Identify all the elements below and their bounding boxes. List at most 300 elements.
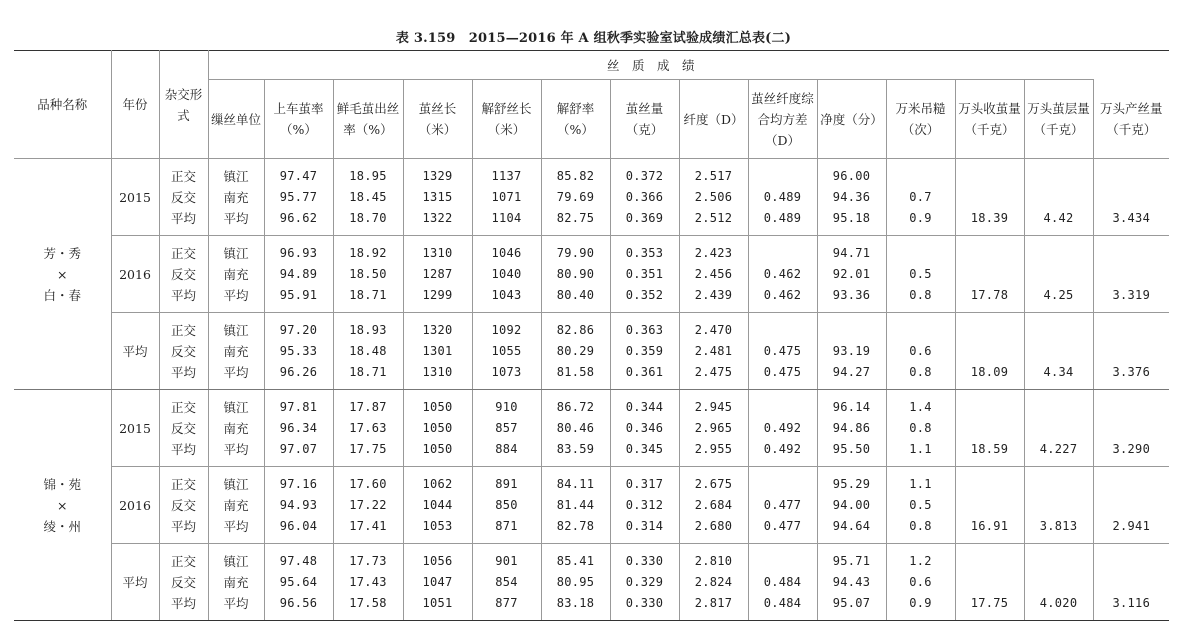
c2-value: 18.50 <box>349 266 387 281</box>
unit-value: 镇江 <box>223 476 249 492</box>
header-col-3: 鲜毛茧出丝率（%） <box>333 80 403 159</box>
unit-cell <box>208 390 264 467</box>
c12-cell <box>1024 544 1093 621</box>
c1-value: 95.64 <box>279 574 318 589</box>
c12-value <box>1025 341 1093 362</box>
variety-name-part: 芳・秀 <box>43 245 81 261</box>
c12-value: 3.813 <box>1039 518 1078 533</box>
header-col-1: 缫丝单位 <box>208 80 264 159</box>
c8-cell <box>748 544 817 621</box>
c7-cell <box>679 544 748 621</box>
c5-value: 84.11 <box>556 476 595 491</box>
cross-value: 反交 <box>170 420 196 436</box>
c5-value: 80.29 <box>556 343 595 358</box>
c3-cell <box>403 544 472 621</box>
cross-value: 反交 <box>170 189 196 205</box>
c2-value: 17.41 <box>349 518 387 533</box>
c8-value: 0.484 <box>763 595 802 610</box>
c12-value: 4.42 <box>1043 210 1074 225</box>
cross-value: 正交 <box>170 553 196 569</box>
c11-value: 18.59 <box>970 441 1009 456</box>
c1-cell <box>264 544 333 621</box>
c5-cell <box>541 159 610 236</box>
table-row <box>14 390 1169 467</box>
c13-cell <box>1093 313 1169 390</box>
c4-value: 854 <box>495 574 518 589</box>
header-cross: 杂交形式 <box>159 51 208 159</box>
header-col-14: 万头产丝量（千克） <box>1093 80 1169 159</box>
c13-value <box>1094 320 1169 341</box>
c4-cell <box>472 159 541 236</box>
c8-cell <box>748 236 817 313</box>
c2-value: 18.92 <box>349 245 387 260</box>
c12-value <box>1025 572 1093 593</box>
c3-cell <box>403 159 472 236</box>
c8-value: 0.475 <box>763 343 802 358</box>
table-row <box>14 544 1169 621</box>
c7-value: 2.439 <box>694 287 733 302</box>
unit-value: 南充 <box>223 266 249 282</box>
c13-value <box>1094 341 1169 362</box>
c4-cell <box>472 544 541 621</box>
c12-value: 4.25 <box>1043 287 1074 302</box>
c2-value: 17.73 <box>349 553 387 568</box>
variety-name-part: 白・春 <box>43 287 81 303</box>
c1-value: 96.26 <box>279 364 318 379</box>
c7-value: 2.817 <box>694 595 733 610</box>
c3-value: 1050 <box>422 441 453 456</box>
c12-value: 4.020 <box>1039 595 1078 610</box>
c8-cell <box>748 313 817 390</box>
c1-value: 97.48 <box>279 553 318 568</box>
c2-value: 17.43 <box>349 574 387 589</box>
c10-cell <box>886 313 955 390</box>
unit-value: 镇江 <box>223 553 249 569</box>
c10-value: 0.8 <box>909 287 932 302</box>
c5-value: 81.58 <box>556 364 595 379</box>
c11-cell <box>955 544 1024 621</box>
header-col-13: 万头茧层量（千克） <box>1024 80 1093 159</box>
c5-value: 80.90 <box>556 266 595 281</box>
c10-value: 0.9 <box>909 595 932 610</box>
header-silk-quality-group: 丝 质 成 绩 <box>208 51 1093 80</box>
header-col-9: 茧丝纤度综合均方差（D） <box>748 80 817 159</box>
c13-cell <box>1093 390 1169 467</box>
c11-value <box>956 264 1024 285</box>
c1-value: 97.07 <box>279 441 318 456</box>
c2-value: 18.93 <box>349 322 387 337</box>
c12-cell <box>1024 159 1093 236</box>
c2-cell <box>333 390 403 467</box>
year-cell: 2016 <box>111 236 159 313</box>
c10-value: 0.9 <box>909 210 932 225</box>
c12-value <box>1025 243 1093 264</box>
c5-cell <box>541 236 610 313</box>
c12-value <box>1025 418 1093 439</box>
c3-value: 1320 <box>422 322 453 337</box>
c8-value: 0.462 <box>763 266 802 281</box>
cross-value: 平均 <box>170 287 196 303</box>
c5-value: 80.46 <box>556 420 595 435</box>
c9-value: 94.36 <box>832 189 871 204</box>
c9-value: 94.64 <box>832 518 871 533</box>
c5-value: 80.95 <box>556 574 595 589</box>
unit-cell <box>208 159 264 236</box>
c9-value: 96.00 <box>832 168 871 183</box>
c7-value: 2.475 <box>694 364 733 379</box>
c7-value: 2.481 <box>694 343 733 358</box>
c7-value: 2.684 <box>694 497 733 512</box>
c11-value: 16.91 <box>970 518 1009 533</box>
c8-value: 0.492 <box>763 441 802 456</box>
c10-value: 1.4 <box>909 399 932 414</box>
c3-value: 1310 <box>422 245 453 260</box>
header-col-11: 万米吊糙（次） <box>886 80 955 159</box>
c2-value: 18.70 <box>349 210 387 225</box>
variety-name-part: × <box>57 266 68 282</box>
c11-value: 17.78 <box>970 287 1009 302</box>
c11-value <box>956 341 1024 362</box>
c13-value <box>1094 397 1169 418</box>
unit-value: 镇江 <box>223 322 249 338</box>
c12-value <box>1025 474 1093 495</box>
c8-cell <box>748 159 817 236</box>
c3-cell <box>403 467 472 544</box>
year-cell: 2016 <box>111 467 159 544</box>
c8-value: 0.462 <box>763 287 802 302</box>
c9-value: 94.86 <box>832 420 871 435</box>
c9-cell <box>817 467 886 544</box>
c6-value: 0.359 <box>625 343 664 358</box>
unit-cell <box>208 544 264 621</box>
c6-value: 0.353 <box>625 245 664 260</box>
c11-value: 17.75 <box>970 595 1009 610</box>
unit-value: 平均 <box>223 595 249 611</box>
c11-cell <box>955 236 1024 313</box>
c3-value: 1062 <box>422 476 453 491</box>
c12-value <box>1025 264 1093 285</box>
c6-value: 0.329 <box>625 574 664 589</box>
c6-value: 0.344 <box>625 399 664 414</box>
c13-value: 3.116 <box>1112 595 1151 610</box>
c4-cell <box>472 390 541 467</box>
c6-value: 0.369 <box>625 210 664 225</box>
unit-value: 平均 <box>223 518 249 534</box>
c4-value: 910 <box>495 399 518 414</box>
c7-value: 2.423 <box>694 245 733 260</box>
c7-cell <box>679 236 748 313</box>
c12-cell <box>1024 313 1093 390</box>
c4-value: 1043 <box>491 287 522 302</box>
c2-value: 17.60 <box>349 476 387 491</box>
unit-value: 镇江 <box>223 168 249 184</box>
c3-value: 1056 <box>422 553 453 568</box>
c3-value: 1329 <box>422 168 453 183</box>
year-cell: 2015 <box>111 390 159 467</box>
c11-value <box>956 243 1024 264</box>
unit-value: 镇江 <box>223 399 249 415</box>
c10-value: 0.7 <box>909 189 932 204</box>
c12-value <box>1025 495 1093 516</box>
c3-value: 1050 <box>422 399 453 414</box>
c7-value: 2.955 <box>694 441 733 456</box>
c2-cell <box>333 467 403 544</box>
c5-value: 85.41 <box>556 553 595 568</box>
c10-value: 0.5 <box>909 497 932 512</box>
c1-value: 97.47 <box>279 168 318 183</box>
c11-value: 18.09 <box>970 364 1009 379</box>
c1-value: 96.93 <box>279 245 318 260</box>
c3-value: 1047 <box>422 574 453 589</box>
year-cell: 平均 <box>111 313 159 390</box>
c13-value <box>1094 243 1169 264</box>
c5-value: 85.82 <box>556 168 595 183</box>
c9-value: 96.14 <box>832 399 871 414</box>
c8-value: 0.489 <box>763 210 802 225</box>
c6-cell <box>610 390 679 467</box>
c8-value: 0.477 <box>763 497 802 512</box>
table-row <box>14 236 1169 313</box>
c9-value: 95.07 <box>832 595 871 610</box>
c6-value: 0.330 <box>625 595 664 610</box>
c1-value: 94.93 <box>279 497 318 512</box>
c10-value: 0.8 <box>909 518 932 533</box>
c12-cell <box>1024 390 1093 467</box>
unit-value: 南充 <box>223 574 249 590</box>
c7-value: 2.456 <box>694 266 733 281</box>
year-cell: 平均 <box>111 544 159 621</box>
c6-value: 0.372 <box>625 168 664 183</box>
c4-cell <box>472 236 541 313</box>
c3-value: 1315 <box>422 189 453 204</box>
c4-value: 1104 <box>491 210 522 225</box>
unit-value: 南充 <box>223 420 249 436</box>
c13-cell <box>1093 236 1169 313</box>
c11-value <box>956 166 1024 187</box>
c11-value <box>956 418 1024 439</box>
c1-cell <box>264 467 333 544</box>
table-row <box>14 313 1169 390</box>
header-col-2: 上车茧率（%） <box>264 80 333 159</box>
c4-value: 1040 <box>491 266 522 281</box>
results-table <box>14 50 1169 621</box>
c3-value: 1053 <box>422 518 453 533</box>
c9-value: 92.01 <box>832 266 871 281</box>
header-col-4: 茧丝长（米） <box>403 80 472 159</box>
c13-value <box>1094 264 1169 285</box>
c10-value: 0.8 <box>909 364 932 379</box>
c4-cell <box>472 313 541 390</box>
c6-cell <box>610 313 679 390</box>
c8-value: 0.484 <box>763 574 802 589</box>
c13-cell <box>1093 159 1169 236</box>
c11-value <box>956 551 1024 572</box>
c5-cell <box>541 390 610 467</box>
unit-cell <box>208 236 264 313</box>
c7-value: 2.506 <box>694 189 733 204</box>
c12-value <box>1025 166 1093 187</box>
c11-cell <box>955 467 1024 544</box>
unit-value: 南充 <box>223 189 249 205</box>
table-caption: 表 3.159 2015—2016 年 A 组秋季实验室试验成绩汇总表(二) <box>395 31 792 46</box>
c10-value: 1.1 <box>909 476 932 491</box>
c12-value <box>1025 551 1093 572</box>
c7-cell <box>679 313 748 390</box>
c13-value: 3.290 <box>1112 441 1151 456</box>
c6-cell <box>610 236 679 313</box>
c7-value: 2.470 <box>694 322 733 337</box>
c4-value: 1137 <box>491 168 522 183</box>
c9-cell <box>817 544 886 621</box>
c8-value <box>749 474 817 495</box>
c5-value: 81.44 <box>556 497 595 512</box>
c1-cell <box>264 390 333 467</box>
header-col-10: 净度（分） <box>817 80 886 159</box>
c2-cell <box>333 313 403 390</box>
c6-value: 0.317 <box>625 476 664 491</box>
c1-value: 97.16 <box>279 476 318 491</box>
c8-value: 0.489 <box>763 189 802 204</box>
c10-value: 0.8 <box>909 420 932 435</box>
c2-cell <box>333 544 403 621</box>
c9-value: 94.71 <box>832 245 871 260</box>
c13-value <box>1094 474 1169 495</box>
c10-value <box>887 166 955 187</box>
c6-value: 0.363 <box>625 322 664 337</box>
c6-value: 0.345 <box>625 441 664 456</box>
c10-cell <box>886 467 955 544</box>
cross-value: 平均 <box>170 518 196 534</box>
c7-cell <box>679 467 748 544</box>
c8-value <box>749 397 817 418</box>
c2-value: 18.71 <box>349 364 387 379</box>
c7-value: 2.824 <box>694 574 733 589</box>
c12-value <box>1025 397 1093 418</box>
cross-value: 反交 <box>170 266 196 282</box>
c10-value: 1.2 <box>909 553 932 568</box>
c9-value: 93.19 <box>832 343 871 358</box>
c5-value: 83.18 <box>556 595 595 610</box>
c3-value: 1299 <box>422 287 453 302</box>
c2-value: 18.95 <box>349 168 387 183</box>
c9-value: 95.29 <box>832 476 871 491</box>
c13-value <box>1094 495 1169 516</box>
cross-value: 正交 <box>170 245 196 261</box>
c10-cell <box>886 159 955 236</box>
c5-value: 79.69 <box>556 189 595 204</box>
c2-value: 18.48 <box>349 343 387 358</box>
c9-value: 95.71 <box>832 553 871 568</box>
c5-cell <box>541 313 610 390</box>
unit-value: 平均 <box>223 210 249 226</box>
unit-cell <box>208 467 264 544</box>
c8-value <box>749 551 817 572</box>
cross-cell <box>159 236 208 313</box>
c7-cell <box>679 159 748 236</box>
cross-cell <box>159 544 208 621</box>
cross-value: 反交 <box>170 343 196 359</box>
c4-value: 1092 <box>491 322 522 337</box>
header-variety: 品种名称 <box>14 51 111 159</box>
unit-value: 平均 <box>223 441 249 457</box>
c10-cell <box>886 236 955 313</box>
c6-value: 0.361 <box>625 364 664 379</box>
c5-value: 86.72 <box>556 399 595 414</box>
c12-value <box>1025 187 1093 208</box>
cross-value: 正交 <box>170 476 196 492</box>
c5-value: 82.78 <box>556 518 595 533</box>
cross-cell <box>159 313 208 390</box>
c9-cell <box>817 159 886 236</box>
c4-value: 891 <box>495 476 518 491</box>
c10-value: 1.1 <box>909 441 932 456</box>
c8-cell <box>748 467 817 544</box>
c3-value: 1050 <box>422 420 453 435</box>
year-cell: 2015 <box>111 159 159 236</box>
cross-cell <box>159 390 208 467</box>
c12-cell <box>1024 467 1093 544</box>
c4-cell <box>472 467 541 544</box>
c12-value: 4.34 <box>1043 364 1074 379</box>
cross-value: 平均 <box>170 441 196 457</box>
c2-value: 17.87 <box>349 399 387 414</box>
c8-cell <box>748 390 817 467</box>
c11-value <box>956 572 1024 593</box>
cross-value: 反交 <box>170 497 196 513</box>
c7-value: 2.512 <box>694 210 733 225</box>
c11-value <box>956 320 1024 341</box>
c8-value <box>749 166 817 187</box>
c13-value <box>1094 418 1169 439</box>
c3-value: 1051 <box>422 595 453 610</box>
c9-value: 94.43 <box>832 574 871 589</box>
c4-value: 884 <box>495 441 518 456</box>
c6-cell <box>610 159 679 236</box>
c2-value: 17.63 <box>349 420 387 435</box>
c11-cell <box>955 390 1024 467</box>
c7-value: 2.675 <box>694 476 733 491</box>
c13-value <box>1094 187 1169 208</box>
variety-name-part: 锦・苑 <box>43 476 81 492</box>
header-col-8: 纤度（D） <box>679 80 748 159</box>
c9-value: 95.18 <box>832 210 871 225</box>
unit-value: 平均 <box>223 364 249 380</box>
c11-cell <box>955 313 1024 390</box>
c11-value: 18.39 <box>970 210 1009 225</box>
c9-cell <box>817 313 886 390</box>
c4-value: 871 <box>495 518 518 533</box>
table-row <box>14 159 1169 236</box>
c13-value <box>1094 166 1169 187</box>
unit-value: 南充 <box>223 343 249 359</box>
c11-value <box>956 495 1024 516</box>
c7-value: 2.810 <box>694 553 733 568</box>
c5-value: 80.40 <box>556 287 595 302</box>
c4-value: 1073 <box>491 364 522 379</box>
c4-value: 1055 <box>491 343 522 358</box>
cross-value: 平均 <box>170 210 196 226</box>
c5-cell <box>541 544 610 621</box>
c2-value: 17.58 <box>349 595 387 610</box>
c13-value: 3.376 <box>1112 364 1151 379</box>
c2-value: 17.75 <box>349 441 387 456</box>
c10-value <box>887 243 955 264</box>
c1-cell <box>264 236 333 313</box>
c7-value: 2.965 <box>694 420 733 435</box>
c4-value: 1046 <box>491 245 522 260</box>
unit-value: 南充 <box>223 497 249 513</box>
c3-cell <box>403 236 472 313</box>
